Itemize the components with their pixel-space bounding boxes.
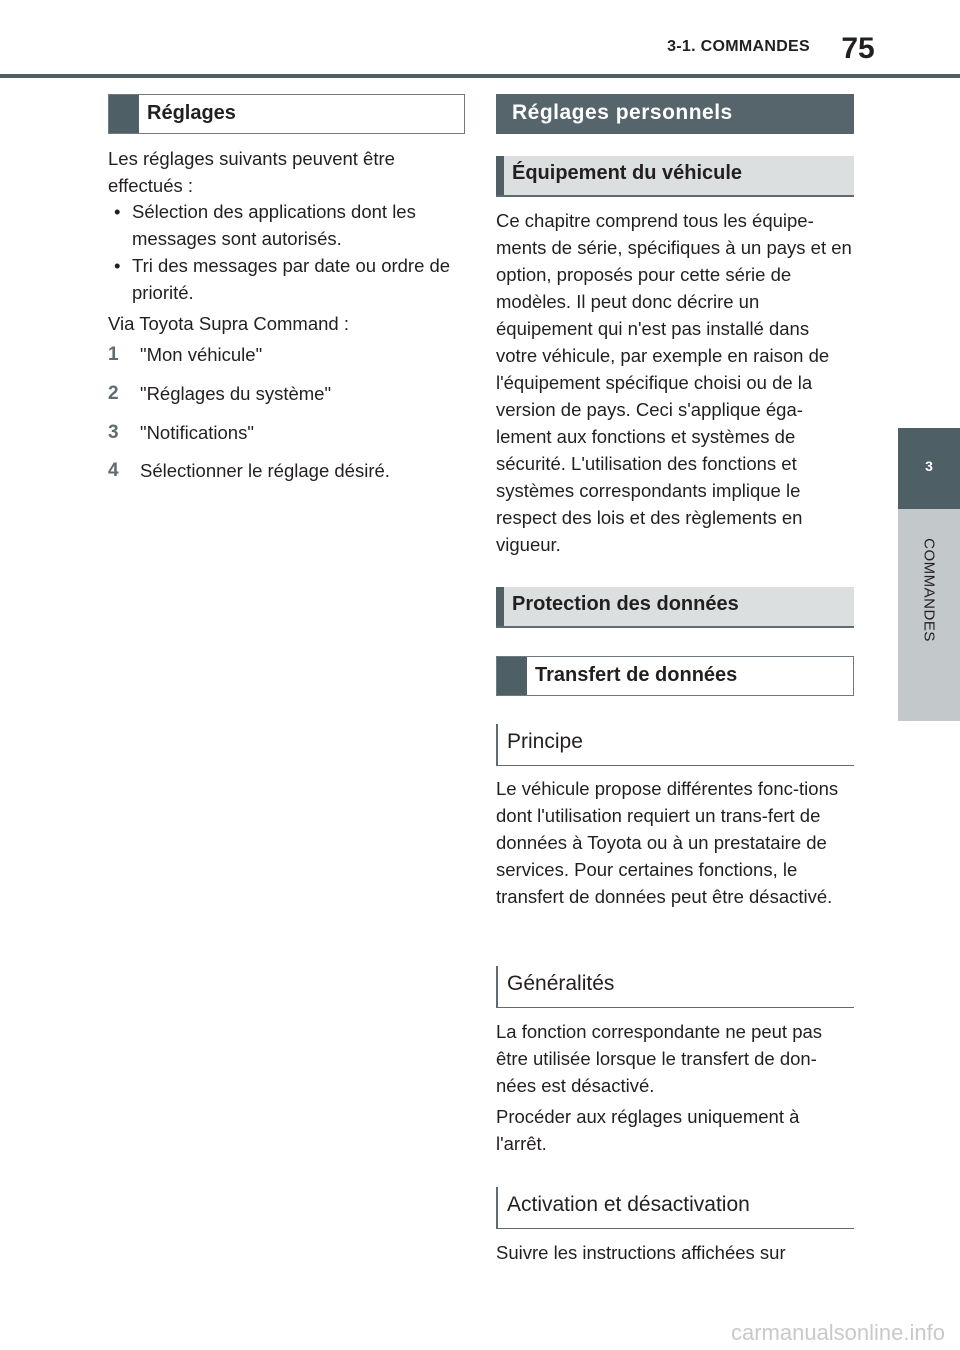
- chapter-label: COMMANDES: [920, 538, 938, 642]
- watermark: carmanualsonline.info: [730, 1320, 945, 1345]
- generalites-paragraph: La fonction correspondante ne peut pas être utilisée lorsque le transfert de don-nées est désactivé.: [496, 1021, 823, 1096]
- generalites-paragraph-2: Procéder aux réglages uniquement à l'arrêt.: [496, 1106, 800, 1154]
- equipment-paragraph: Ce chapitre comprend tous les équipe-ments de série, spécifiques à un pays et en option, proposés pour cette série de modèles. Il peut donc décrire un équipement qui n'est pas installé dans votre véhicule, par exemple en raison de l'équipement spécifique choisi ou de la version de pays. Ceci s'applique éga-lement aux fonctions et systèmes de sécurité. L'utilisation des fonctions et systèmes correspondants implique le respect des lois et des règlements en vigueur.: [496, 210, 852, 555]
- subheading-text: Activation et désactivation: [507, 1193, 750, 1216]
- heading-equipement: [496, 156, 854, 197]
- page-number: 75: [841, 32, 875, 65]
- heading-transfert: [496, 656, 854, 696]
- subheading-principe: [496, 724, 854, 766]
- bullet-item: • Sélection des applications dont les messages sont autorisés.: [108, 198, 464, 252]
- subheading-generalites: [496, 966, 854, 1008]
- step-number: 1: [108, 344, 119, 365]
- step-text: "Réglages du système": [140, 383, 332, 404]
- heading-bar: [496, 587, 504, 626]
- heading-bar: [109, 95, 139, 133]
- intro-paragraph: Les réglages suivants peuvent être effectués :: [108, 148, 395, 196]
- subheading-activation: [496, 1187, 854, 1229]
- heading-bar: [496, 156, 504, 195]
- heading-text: Protection des données: [512, 593, 739, 615]
- subheading-text: Généralités: [507, 972, 615, 995]
- step-text: Sélectionner le réglage désiré.: [140, 460, 390, 481]
- activation-paragraph: Suivre les instructions affichées sur: [496, 1242, 786, 1263]
- heading-text: Transfert de données: [535, 664, 738, 686]
- heading-bar: [497, 657, 527, 695]
- banner-text: Réglages personnels: [512, 101, 733, 124]
- step-text: "Mon véhicule": [140, 344, 263, 365]
- via-paragraph: Via Toyota Supra Command :: [108, 313, 349, 334]
- principe-paragraph: Le véhicule propose différentes fonc-tions dont l'utilisation requiert un trans-fert de données à Toyota ou à un prestataire de services. Pour certaines fonctions, le transfert de données peut être désactivé.: [496, 778, 839, 907]
- bullet-item: • Tri des messages par date ou ordre de priorité.: [108, 252, 464, 306]
- section-title: 3-1. COMMANDES: [667, 38, 810, 55]
- subheading-text: Principe: [507, 730, 583, 753]
- banner-reglages-personnels: [496, 94, 854, 134]
- step-number: 2: [108, 383, 119, 404]
- header-rule: [0, 74, 960, 78]
- heading-protection: [496, 587, 854, 628]
- heading-reglages: [108, 94, 465, 134]
- heading-text: Équipement du véhicule: [512, 162, 743, 184]
- step-text: "Notifications": [140, 422, 254, 443]
- step-number: 3: [108, 422, 119, 443]
- bullet-list: [108, 198, 464, 306]
- heading-text: Réglages: [147, 102, 236, 124]
- chapter-number: 3: [925, 458, 933, 474]
- step-number: 4: [108, 460, 119, 481]
